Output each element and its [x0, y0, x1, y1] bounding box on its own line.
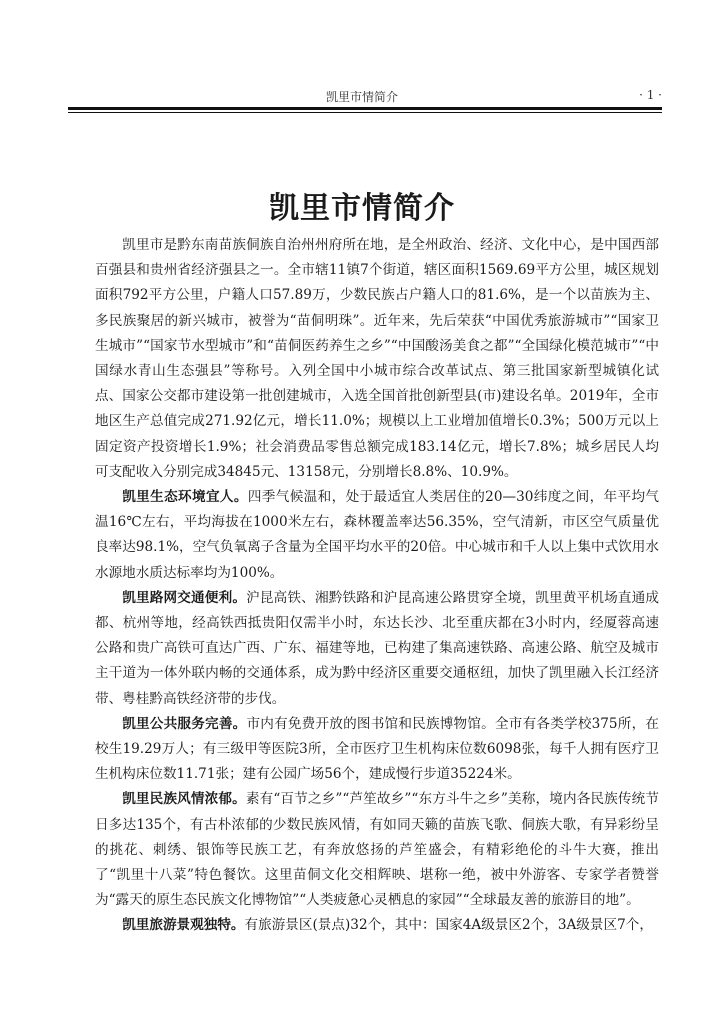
page-title: 凯里市情简介 — [269, 191, 455, 227]
paragraph-public-services — [95, 712, 659, 788]
paragraph-text: 沪昆高铁、湘黔铁路和沪昆高速公路贯穿全境，凯里黄平机场直通成都、杭州等地，经高铁西抵贵阳仅需半小时，东达长沙、北至重庆都在3小时内，经厦蓉高速公路和贵广高铁可直达广西、广东、福建等地，已构建了集高速铁路、高速公路、航空及城市主干道为一体外联内畅的交通体系，成为黔中经济区重要交通枢纽，加快了凯里融入长江经济带、粤桂黔高铁经济带的步伐。 — [95, 589, 659, 707]
paragraph-tourism — [95, 913, 659, 938]
paragraph-text: 四季气候温和，处于最适宜人类居住的20—30纬度之间，年平均气温16℃左右，平均海拔在1000米左右，森林覆盖率达56.35%，空气清新，市区空气质量优良率达98.1%，空气负氧离子含量为全国平均水平的20倍。中心城市和千人以上集中式饮用水水源地水质达标率均为100%。 — [95, 489, 660, 581]
page-number: · 1 · — [639, 88, 662, 102]
paragraph-ethnic-culture — [95, 787, 659, 913]
running-title: 凯里市情简介 — [325, 90, 398, 104]
paragraph-lead: 凯里公共服务完善。 — [122, 715, 247, 732]
body-text — [95, 233, 659, 939]
header-rule-thick — [68, 107, 662, 110]
paragraph-environment — [95, 485, 659, 586]
paragraph-text: 市内有免费开放的图书馆和民族博物馆。全市有各类学校375所，在校生19.29万人；有三级甲等医院3所，全市医疗卫生机构床位数6098张，每千人拥有医疗卫生机构床位数11.71张；建有公园广场56个，建成慢行步道35224米。 — [95, 715, 659, 783]
paragraph-text: 有旅游景区(景点)32个，其中：国家4A级景区2个，3A级景区7个， — [244, 917, 653, 934]
paragraph-text: 素有“百节之乡”“芦笙故乡”“东方斗牛之乡”美称，境内各民族传统节日多达135个，有古朴浓郁的少数民族风情，有如同天籁的苗族飞歌、侗族大歌，有异彩纷呈的挑花、刺绣、银饰等民族工艺，有奔放悠扬的芦笙盛会，有精彩绝伦的斗牛大赛，推出了“凯里十八菜”特色餐饮。这里苗侗文化交相辉映、堪称一绝，被中外游客、专家学者赞誉为“露天的原生态民族文化博物馆”“人类疲惫心灵栖息的家园”“全球最友善的旅游目的地”。 — [95, 791, 659, 909]
header-rule-thin — [68, 112, 662, 113]
paragraph-lead: 凯里生态环境宜人。 — [122, 489, 248, 506]
paragraph-lead: 凯里旅游景观独特。 — [122, 917, 245, 934]
paragraph-intro — [95, 233, 659, 485]
paragraph-text: 凯里市是黔东南苗族侗族自治州州府所在地，是全州政治、经济、文化中心，是中国西部百强县和贵州省经济强县之一。全市辖11镇7个街道，辖区面积1569.69平方公里，城区规划面积792平方公里，户籍人口57.89万，少数民族占户籍人口的81.6%，是一个以苗族为主、多民族聚居的新兴城市，被誉为“苗侗明珠”。近年来，先后荣获“中国优秀旅游城市”“国家卫生城市”“国家节水型城市”和“苗侗医药养生之乡”“中国酸汤美食之都”“全国绿化模范城市”“中国绿水青山生态强县”等称号。入列全国中小城市综合改革试点、第三批国家新型城镇化试点、国家公交都市建设第一批创建城市，入选全国首批创新型县(市)建设名单。2019年，全市地区生产总值完成271.92亿元，增长11.0%；规模以上工业增加值增长0.3%；500万元以上固定资产投资增长1.9%；社会消费品零售总额完成183.14亿元，增长7.8%；城乡居民人均可支配收入分别完成34845元、13158元，分别增长8.8%、10.9%。 — [95, 237, 659, 480]
paragraph-lead: 凯里民族风情浓郁。 — [122, 791, 246, 808]
paragraph-transport — [95, 586, 659, 712]
paragraph-lead: 凯里路网交通便利。 — [122, 589, 247, 606]
